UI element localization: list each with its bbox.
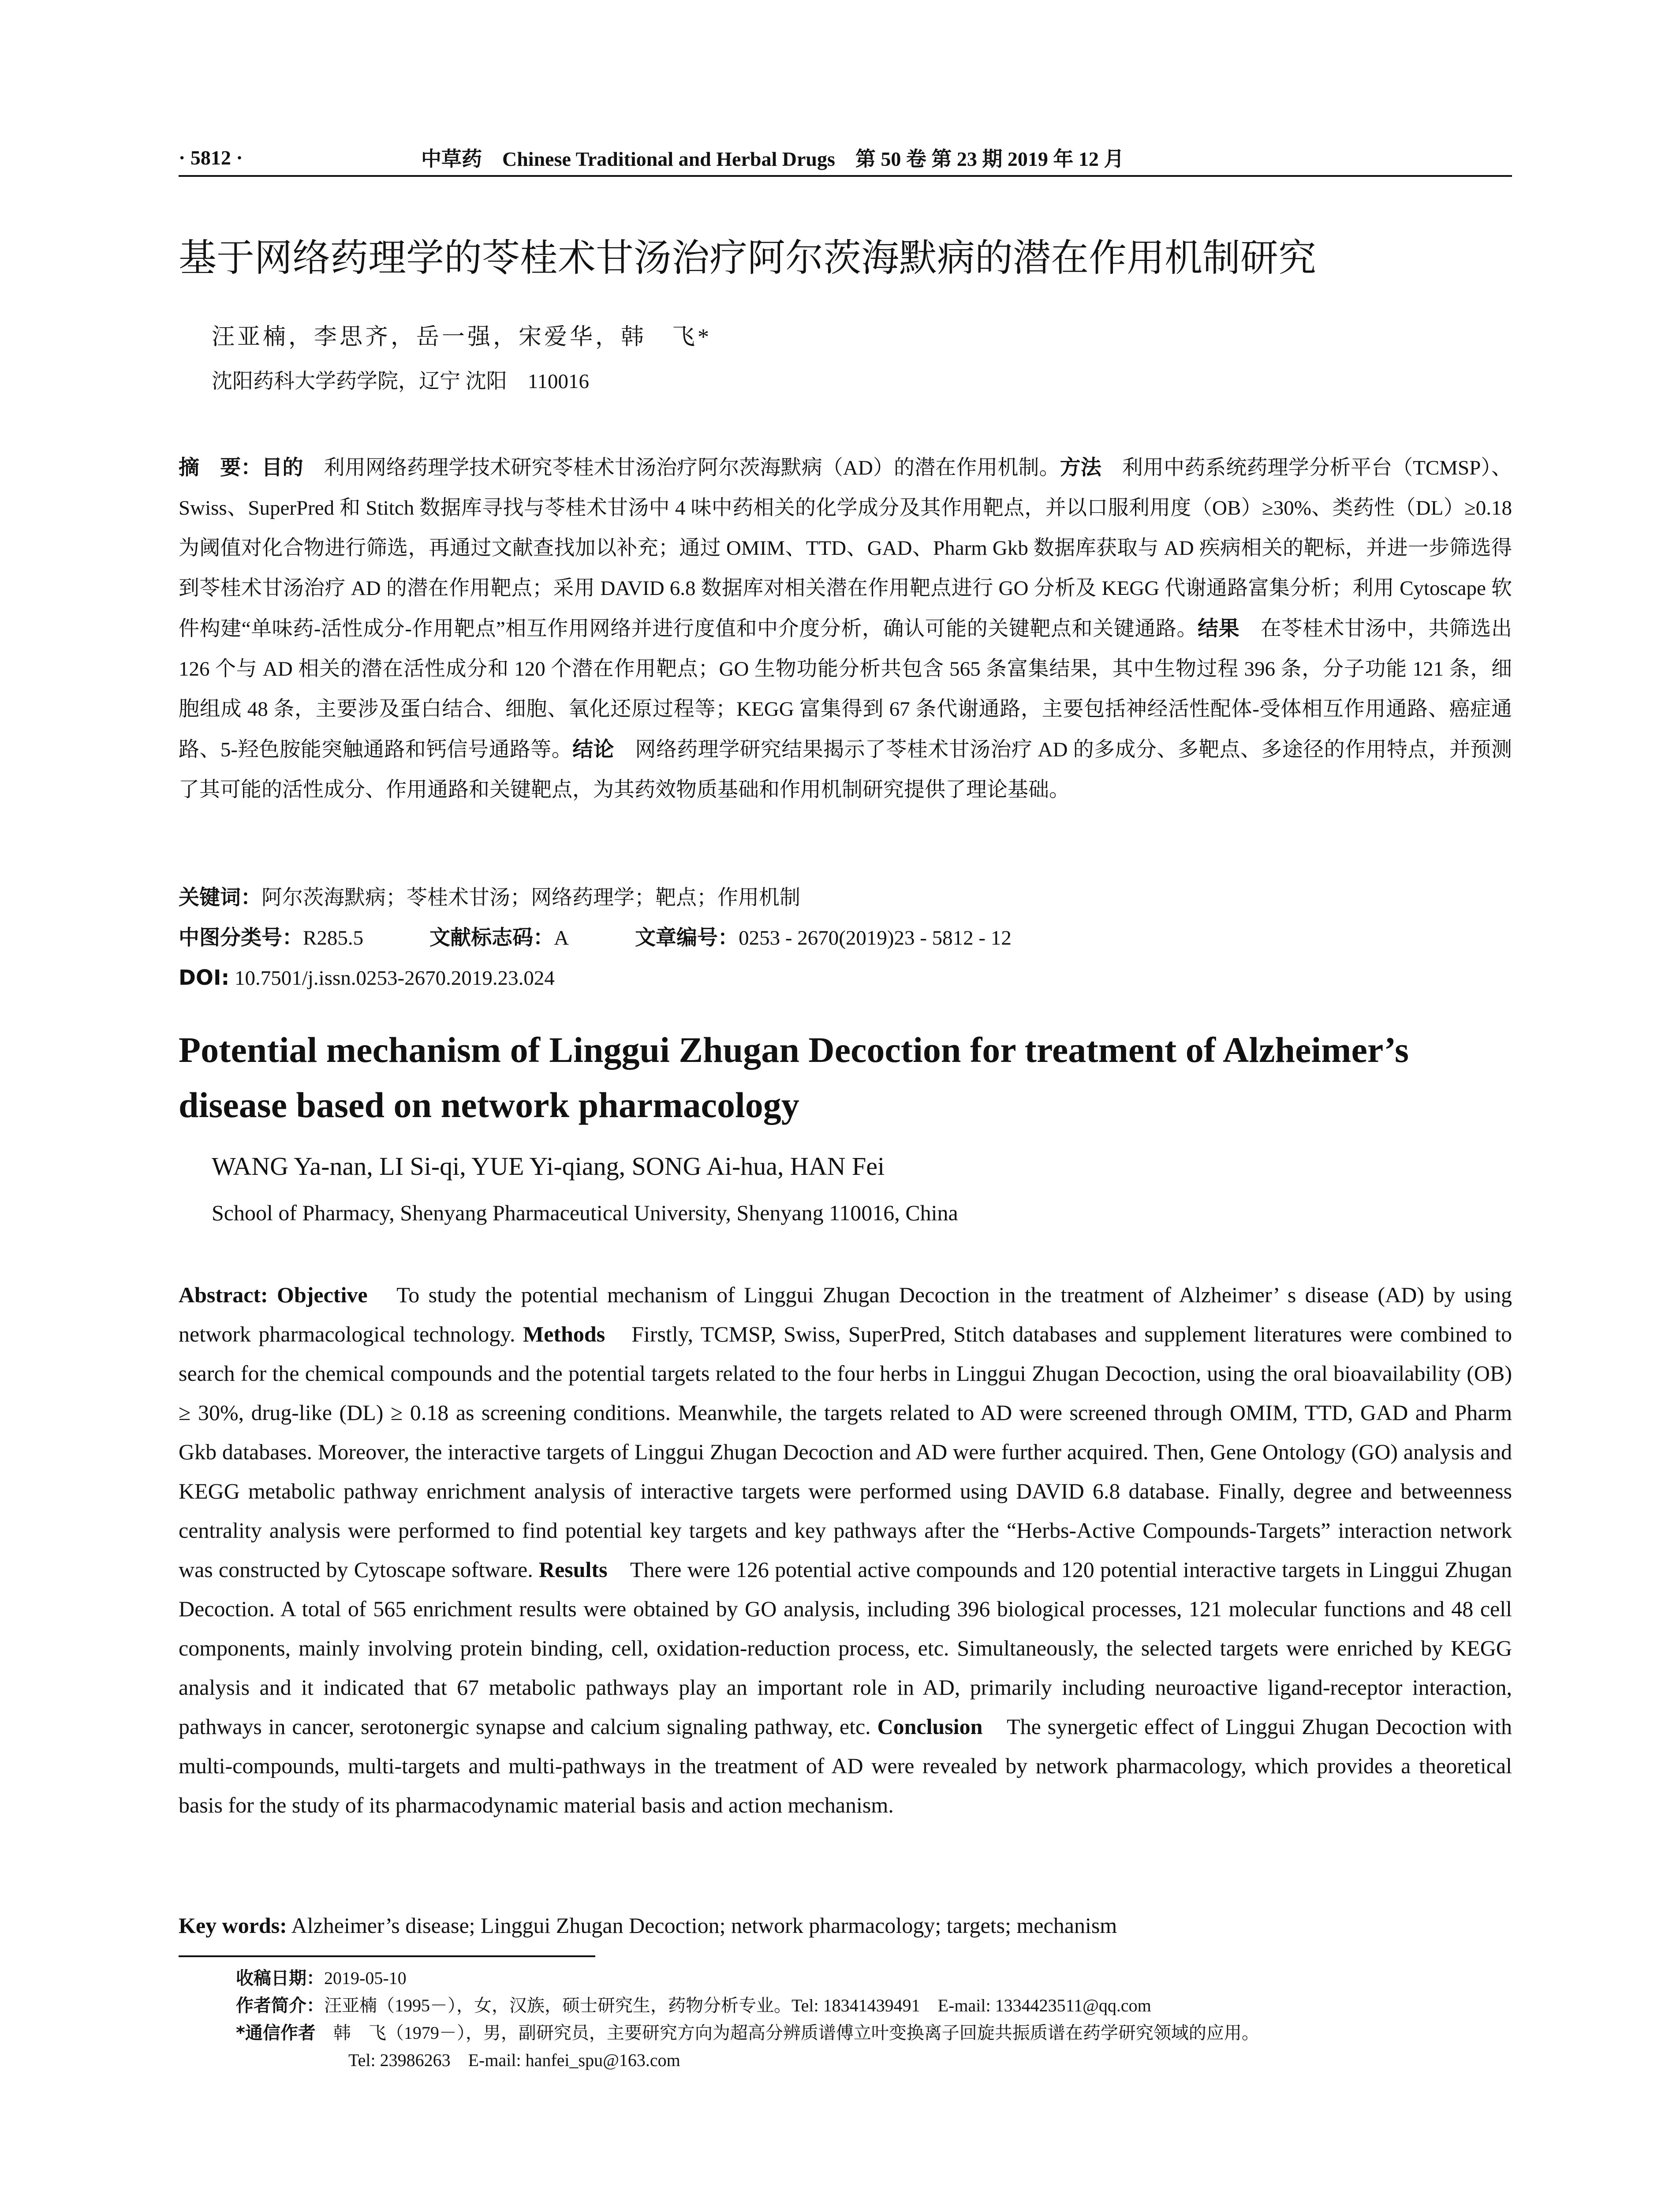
en-conclusion: The synergetic effect of Linggui Zhugan Decoction with multi-compounds, multi-targets and multi-pathways in the treatment of AD were revealed by network pharmacology, which provides a theoretical basis for the study of its pharmacodynamic material basis and action mechanism. [179,1714,1512,1817]
cn-keywords-text: 阿尔茨海默病；苓桂术甘汤；网络药理学；靶点；作用机制 [261,886,800,909]
footnotes [236,1965,1515,2074]
doi-value[interactable]: 10.7501/j.issn.0253-2670.2019.23.024 [229,967,555,990]
en-conclusion-label: Conclusion [877,1714,983,1739]
clc-value: R285.5 [303,927,364,949]
footnote-rule [179,1955,595,1957]
corr-text: 韩 飞（1979－），男，副研究员，主要研究方向为超高分辨质谱傅立叶变换离子回旋共振质谱在药学研究领域的应用。 [315,2023,1259,2043]
en-authors: WANG Ya-nan, LI Si-qi, YUE Yi-qiang, SONG Ai-hua, HAN Fei [212,1152,885,1181]
en-abstract [179,1275,1512,1825]
en-keywords-text: Alzheimer’s disease; Linggui Zhugan Decoction; network pharmacology; targets; mechanism [287,1913,1117,1938]
received-label: 收稿日期： [236,1968,324,1988]
cn-abstract [179,448,1512,810]
bio-label: 作者简介： [236,1996,324,2016]
header-rule [179,175,1512,177]
cn-affiliation: 沈阳药科大学药学院，辽宁 沈阳 110016 [212,370,590,393]
cn-objective-label: 目的 [261,456,303,480]
cn-results-label: 结果 [1198,617,1240,641]
classification-line [179,918,1512,958]
doi-label: DOI: [179,966,230,990]
corr-label: *通信作者 [236,2023,316,2043]
page-number: · 5812 · [179,146,243,169]
cn-authors: 汪亚楠，李思齐，岳一强，宋爱华，韩 飞* [212,325,712,350]
doc-code-value: A [554,927,569,949]
footnote-bio [236,1992,1515,2019]
cn-objective: 利用网络药理学技术研究苓桂术甘汤治疗阿尔茨海默病（AD）的潜在作用机制。 [303,456,1060,479]
article-no-label: 文章编号： [635,926,739,950]
cn-abstract-label: 摘 要： [179,456,262,480]
en-methods: Firstly, TCMSP, Swiss, SuperPred, Stitch databases and supplement literatures were combined to search for the chemical compounds and the potential targets related to the four herbs in Linggui Zhugan Decoction, using the oral bioavailability (OB) ≥ 30%, drug-like (DL) ≥ 0.18 as screening conditions. Meanwhile, the targets related to AD were screened through OMIM, TTD, GAD and Pharm Gkb databases. Moreover, the interactive targets of Linggui Zhugan Decoction and AD were further acquired. Then, Gene Ontology (GO) analysis and KEGG metabolic pathway enrichment analysis of interactive targets were performed using DAVID 6.8 database. Finally, degree and betweenness centrality analysis were performed to find potential key targets and key pathways after the “Herbs-Active Compounds-Targets” interaction network was constructed by Cytoscape software. [179,1322,1512,1582]
en-keywords-label: Key words: [179,1913,287,1938]
article-no-value: 0253 - 2670(2019)23 - 5812 - 12 [739,927,1012,949]
bio-text: 汪亚楠（1995－），女，汉族，硕士研究生，药物分析专业。Tel: 18341439491 E-mail: 1334423511@qq.com [324,1996,1151,2015]
en-objective: To study the potential mechanism of Linggui Zhugan Decoction in the treatment of Alzheimer’ s disease (AD) by using network pharmacological technology. [179,1282,1512,1346]
doi-line [179,958,1512,998]
cn-keywords [179,878,1512,918]
received-date: 2019-05-10 [324,1968,407,1988]
cn-methods-label: 方法 [1060,456,1101,480]
clc-label: 中图分类号： [179,926,303,950]
running-header [179,142,1512,173]
cn-methods: 利用中药系统药理学分析平台（TCMSP）、Swiss、SuperPred 和 Stitch 数据库寻找与苓桂术甘汤中 4 味中药相关的化学成分及其作用靶点，并以口服利用度（OB）≥30%、类药性（DL）≥0.18 为阈值对化合物进行筛选，再通过文献查找加以补充；通过 OMIM、TTD、GAD、Pharm Gkb 数据库获取与 AD 疾病相关的靶标，并进一步筛选得到苓桂术甘汤治疗 AD 的潜在作用靶点；采用 DAVID 6.8 数据库对相关潜在作用靶点进行 GO 分析及 KEGG 代谢通路富集分析；利用 Cytoscape 软件构建“单味药-活性成分-作用靶点”相互作用网络并进行度值和中介度分析，确认可能的关键靶点和关键通路。 [179,456,1512,640]
en-title: Potential mechanism of Linggui Zhugan Decoction for treatment of Alzheimer’s disease based on network pharmacology [179,1030,1409,1125]
doc-code-label: 文献标志码： [429,926,554,950]
en-keywords [179,1906,1512,1945]
en-results-label: Results [538,1557,608,1582]
footnote-corresponding [236,2019,1515,2047]
en-methods-label: Methods [523,1322,605,1346]
cn-conclusion: 网络药理学研究结果揭示了苓桂术甘汤治疗 AD 的多成分、多靶点、多途径的作用特点，并预测了其可能的活性成分、作用通路和关键靶点，为其药效物质基础和作用机制研究提供了理论基础。 [179,738,1512,801]
en-abstract-label: Abstract: Objective [179,1282,368,1307]
footnote-corr-contact: Tel: 23986263 E-mail: hanfei_spu@163.com [348,2050,680,2070]
cn-conclusion-label: 结论 [572,737,614,762]
footnote-received [236,1965,1515,1992]
cn-results: 在苓桂术甘汤中，共筛选出 126 个与 AD 相关的潜在活性成分和 120 个潜在作用靶点；GO 生物功能分析共包含 565 条富集结果，其中生物过程 396 条，分子功能 121 条，细胞组成 48 条，主要涉及蛋白结合、细胞、氧化还原过程等；KEGG 富集得到 67 条代谢通路，主要包括神经活性配体-受体相互作用通路、癌症通路、5-羟色胺能突触通路和钙信号通路等。 [179,617,1512,761]
en-affiliation: School of Pharmacy, Shenyang Pharmaceutical University, Shenyang 110016, China [212,1200,958,1225]
journal-info: 中草药 Chinese Traditional and Herbal Drugs 第 50 卷 第 23 期 2019 年 12 月 [421,148,1124,170]
cn-title: 基于网络药理学的苓桂术甘汤治疗阿尔茨海默病的潜在作用机制研究 [179,236,1316,280]
cn-keywords-label: 关键词： [179,886,261,910]
en-results: There were 126 potential active compounds and 120 potential interactive targets in Linggui Zhugan Decoction. A total of 565 enrichment results were obtained by GO analysis, including 396 biological processes, 121 molecular functions and 48 cell components, mainly involving protein binding, cell, oxidation-reduction process, etc. Simultaneously, the selected targets were enriched by KEGG analysis and it indicated that 67 metabolic pathways play an important role in AD, primarily including neuroactive ligand-receptor interaction, pathways in cancer, serotonergic synapse and calcium signaling pathway, etc. [179,1557,1512,1739]
